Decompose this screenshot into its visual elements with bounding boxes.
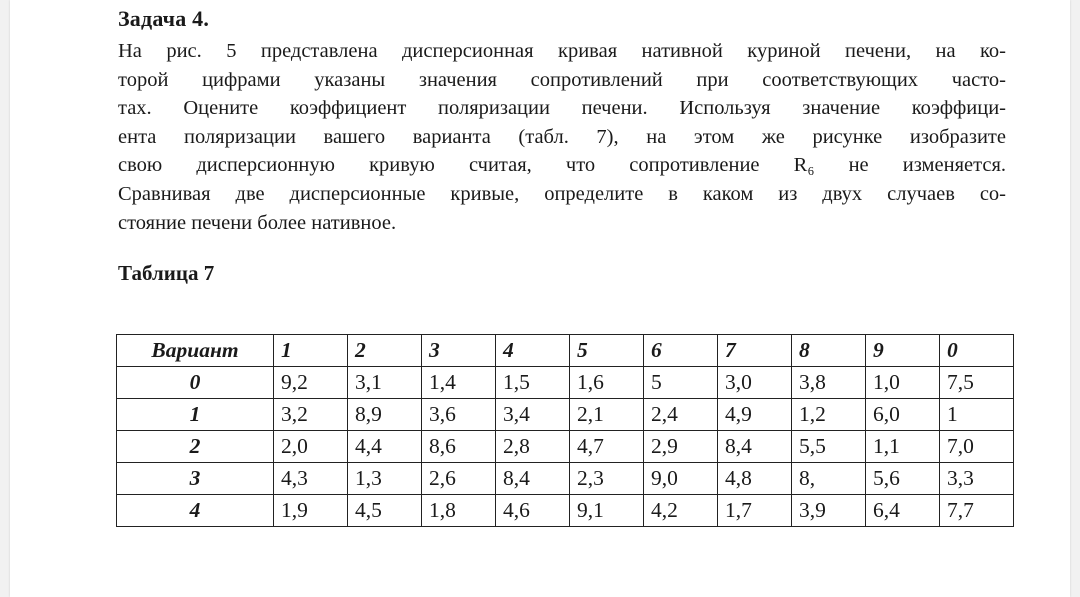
table-title: Таблица 7 <box>118 261 215 285</box>
table-cell: 1,1 <box>866 431 940 463</box>
table-cell: 8,9 <box>348 399 422 431</box>
table-cell: 8,6 <box>422 431 496 463</box>
table-cell: 1,7 <box>718 495 792 527</box>
table-cell: 3,3 <box>940 463 1014 495</box>
column-header: 6 <box>644 335 718 367</box>
table-cell: 4,3 <box>274 463 348 495</box>
table-cell: 3,0 <box>718 367 792 399</box>
table-cell: 4,6 <box>496 495 570 527</box>
table-cell: 2,6 <box>422 463 496 495</box>
task-line: свою дисперсионную кривую считая, что сопротивление R₆ не изменяется. <box>118 154 1006 177</box>
task-line: тах. Оцените коэффициент поляризации печени. Используя значение коэффици- <box>118 97 1006 120</box>
table-cell: 7,7 <box>940 495 1014 527</box>
table-cell: 4,4 <box>348 431 422 463</box>
column-header: 1 <box>274 335 348 367</box>
table-header-row <box>117 335 1014 367</box>
row-header: 1 <box>117 399 274 431</box>
table-row <box>117 431 1014 463</box>
row-header: 4 <box>117 495 274 527</box>
table-cell: 7,0 <box>940 431 1014 463</box>
table-row <box>117 495 1014 527</box>
table-cell: 5,5 <box>792 431 866 463</box>
table-row <box>117 399 1014 431</box>
table-cell: 5 <box>644 367 718 399</box>
document-page <box>10 0 1070 597</box>
task-title: Задача 4. <box>118 6 210 31</box>
table-cell: 9,2 <box>274 367 348 399</box>
table-cell: 1,4 <box>422 367 496 399</box>
table-cell: 1,5 <box>496 367 570 399</box>
table-cell: 3,8 <box>792 367 866 399</box>
table-cell: 6,0 <box>866 399 940 431</box>
task-description <box>118 37 1006 237</box>
table-cell: 1,9 <box>274 495 348 527</box>
table-cell: 2,0 <box>274 431 348 463</box>
table-cell: 8, <box>792 463 866 495</box>
table-cell: 4,7 <box>570 431 644 463</box>
table-cell: 4,2 <box>644 495 718 527</box>
column-header: 0 <box>940 335 1014 367</box>
task-line: ента поляризации вашего варианта (табл. 7), на этом же рисунке изобразите <box>118 125 1006 148</box>
column-header: 8 <box>792 335 866 367</box>
table-cell: 3,2 <box>274 399 348 431</box>
table-row <box>117 463 1014 495</box>
table-cell: 3,4 <box>496 399 570 431</box>
column-header: 2 <box>348 335 422 367</box>
table-cell: 7,5 <box>940 367 1014 399</box>
column-header: 5 <box>570 335 644 367</box>
table-cell: 1 <box>940 399 1014 431</box>
table-cell: 5,6 <box>866 463 940 495</box>
table-cell: 3,1 <box>348 367 422 399</box>
row-header: 3 <box>117 463 274 495</box>
table-cell: 2,1 <box>570 399 644 431</box>
row-header: 2 <box>117 431 274 463</box>
table-cell: 4,5 <box>348 495 422 527</box>
table-cell: 1,8 <box>422 495 496 527</box>
table-cell: 2,3 <box>570 463 644 495</box>
table-cell: 6,4 <box>866 495 940 527</box>
table-cell: 8,4 <box>718 431 792 463</box>
table-cell: 8,4 <box>496 463 570 495</box>
table-cell: 1,2 <box>792 399 866 431</box>
corner-header: Вариант <box>117 335 274 367</box>
table-cell: 3,6 <box>422 399 496 431</box>
task-line: Сравнивая две дисперсионные кривые, определите в каком из двух случаев со- <box>118 182 1006 205</box>
table-cell: 3,9 <box>792 495 866 527</box>
variants-table <box>116 334 1014 527</box>
column-header: 4 <box>496 335 570 367</box>
table-cell: 4,9 <box>718 399 792 431</box>
table-cell: 4,8 <box>718 463 792 495</box>
row-header: 0 <box>117 367 274 399</box>
task-line: стояние печени более нативное. <box>118 211 397 234</box>
table-row <box>117 367 1014 399</box>
table-cell: 1,3 <box>348 463 422 495</box>
table-cell: 1,6 <box>570 367 644 399</box>
task-line: торой цифрами указаны значения сопротивлений при соответствующих часто- <box>118 68 1006 91</box>
column-header: 9 <box>866 335 940 367</box>
table-cell: 9,0 <box>644 463 718 495</box>
column-header: 7 <box>718 335 792 367</box>
task-line: На рис. 5 представлена дисперсионная кривая нативной куриной печени, на ко- <box>118 40 1006 62</box>
table-cell: 1,0 <box>866 367 940 399</box>
table-cell: 9,1 <box>570 495 644 527</box>
table-cell: 2,8 <box>496 431 570 463</box>
table-cell: 2,9 <box>644 431 718 463</box>
table-cell: 2,4 <box>644 399 718 431</box>
column-header: 3 <box>422 335 496 367</box>
